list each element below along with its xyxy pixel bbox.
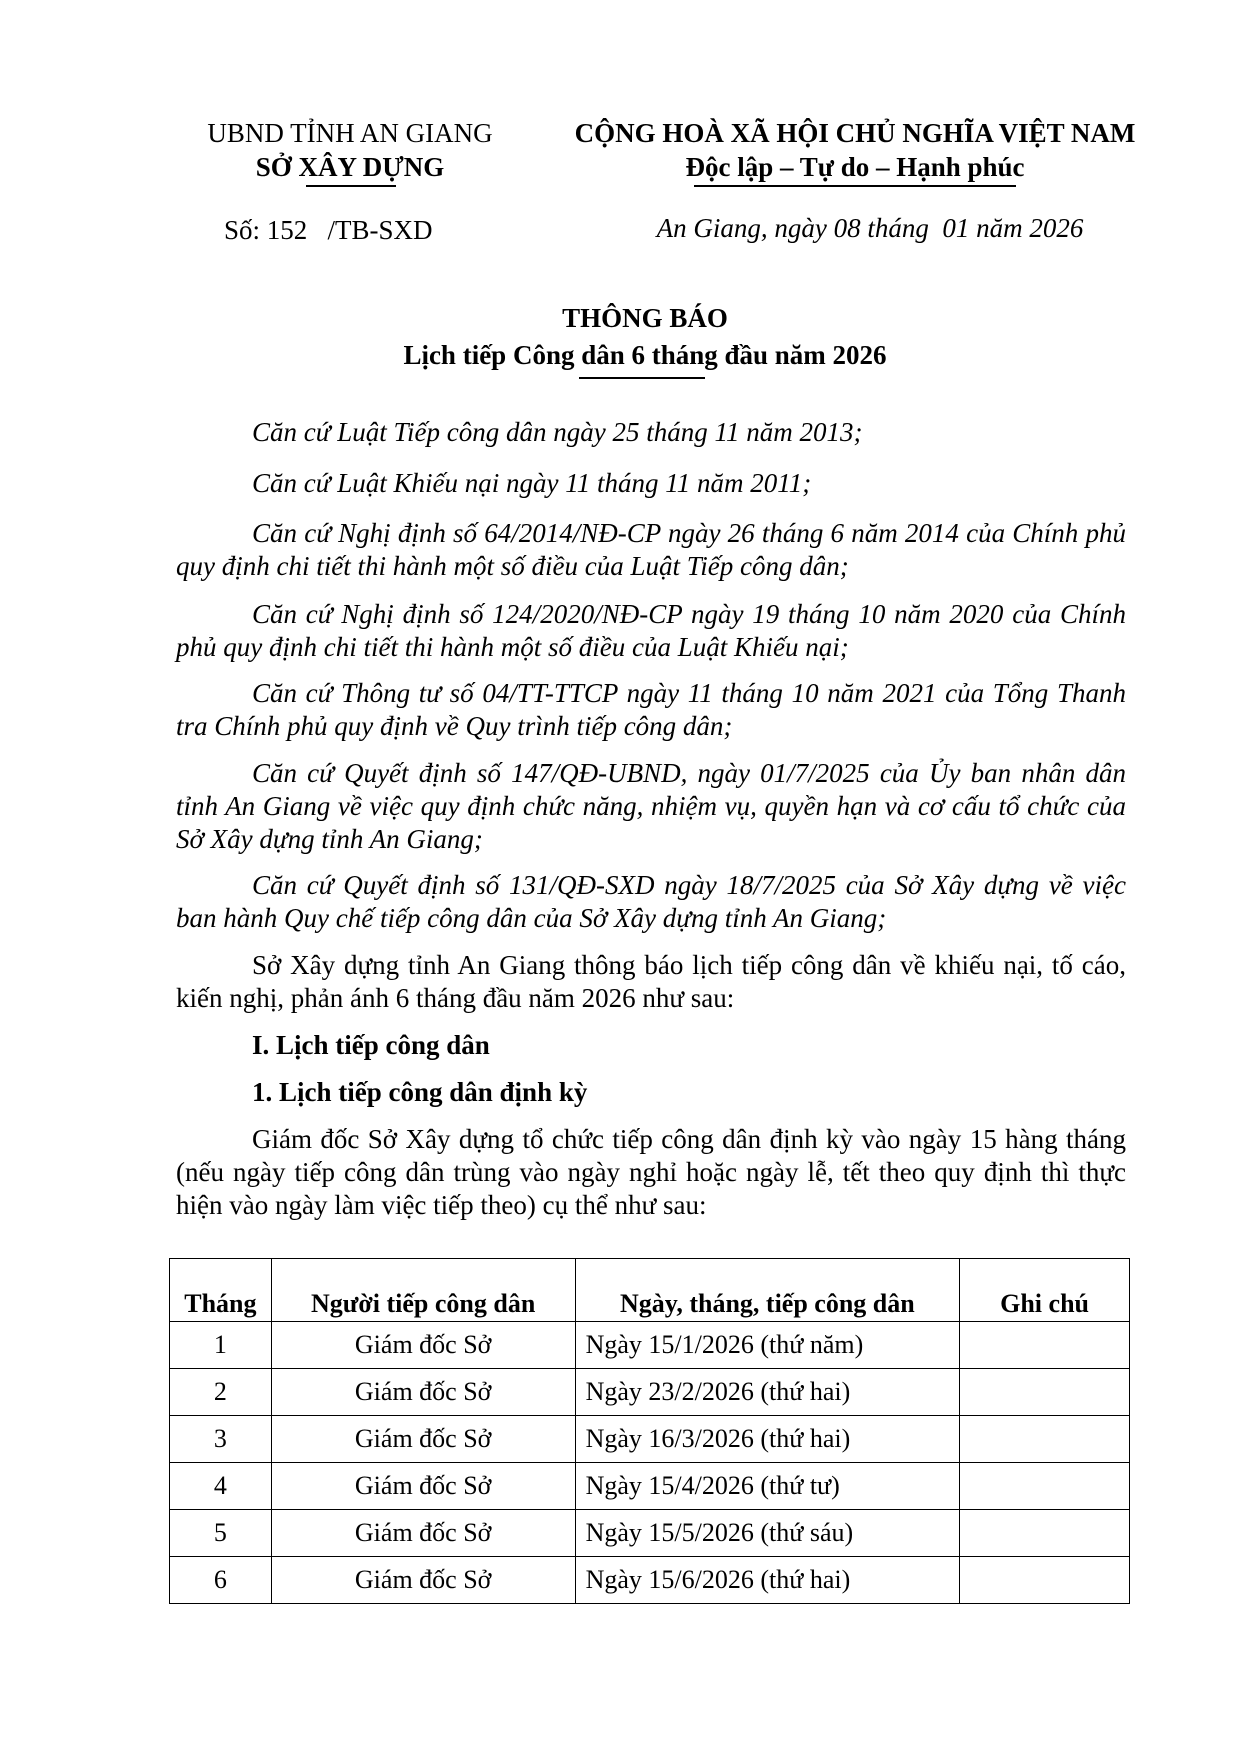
cell-month: 3 [170, 1416, 272, 1463]
legal-basis: Căn cứ Quyết định số 147/QĐ-UBND, ngày 01/7/2025 của Ủy ban nhân dân tỉnh An Giang về việc quy định chức năng, nhiệm vụ, quyền hạn và cơ cấu tổ chức của Sở Xây dựng tỉnh An Giang; [176, 758, 1126, 854]
cell-person: Giám đốc Sở [271, 1369, 575, 1416]
national-motto-block [565, 116, 1145, 184]
issuer-authority: UBND TỈNH AN GIANG [207, 118, 493, 148]
cell-date: Ngày 15/5/2026 (thứ sáu) [575, 1510, 960, 1557]
subsection-heading: 1. Lịch tiếp công dân định kỳ [252, 1077, 588, 1107]
cell-person: Giám đốc Sở [271, 1463, 575, 1510]
cell-month: 1 [170, 1322, 272, 1369]
column-header-date: Ngày, tháng, tiếp công dân [575, 1259, 960, 1322]
cell-person: Giám đốc Sở [271, 1510, 575, 1557]
cell-date: Ngày 15/6/2026 (thứ hai) [575, 1557, 960, 1604]
cell-note [960, 1510, 1130, 1557]
table-row [170, 1322, 1130, 1369]
cell-person: Giám đốc Sở [271, 1416, 575, 1463]
legal-basis: Căn cứ Luật Tiếp công dân ngày 25 tháng 11 năm 2013; [252, 417, 863, 447]
national-motto: Độc lập – Tự do – Hạnh phúc [685, 152, 1025, 182]
table-row [170, 1463, 1130, 1510]
cell-note [960, 1369, 1130, 1416]
cell-note [960, 1463, 1130, 1510]
title-underline [579, 377, 705, 379]
cell-month: 2 [170, 1369, 272, 1416]
cell-date: Ngày 16/3/2026 (thứ hai) [575, 1416, 960, 1463]
table-row [170, 1557, 1130, 1604]
column-header-note: Ghi chú [960, 1259, 1130, 1322]
section-heading: I. Lịch tiếp công dân [252, 1030, 490, 1060]
column-header-person: Người tiếp công dân [271, 1259, 575, 1322]
issuer-department: SỞ XÂY DỰNG [255, 152, 445, 182]
table-row [170, 1369, 1130, 1416]
cell-date: Ngày 15/4/2026 (thứ tư) [575, 1463, 960, 1510]
cell-person: Giám đốc Sở [271, 1322, 575, 1369]
legal-basis: Căn cứ Luật Khiếu nại ngày 11 tháng 11 năm 2011; [252, 468, 812, 498]
cell-note [960, 1322, 1130, 1369]
legal-basis: Căn cứ Quyết định số 131/QĐ-SXD ngày 18/7/2025 của Sở Xây dựng về việc ban hành Quy chế tiếp công dân của Sở Xây dựng tỉnh An Giang; [176, 870, 1126, 933]
cell-month: 5 [170, 1510, 272, 1557]
cell-month: 4 [170, 1463, 272, 1510]
document-subtitle: Lịch tiếp Công dân 6 tháng đầu năm 2026 [403, 340, 887, 370]
cell-person: Giám đốc Sở [271, 1557, 575, 1604]
legal-basis: Căn cứ Nghị định số 124/2020/NĐ-CP ngày 19 tháng 10 năm 2020 của Chính phủ quy định chi tiết thi hành một số điều của Luật Khiếu nại; [176, 599, 1126, 662]
document-title: THÔNG BÁO [562, 303, 728, 333]
cell-date: Ngày 15/1/2026 (thứ năm) [575, 1322, 960, 1369]
issuer-underline [306, 185, 396, 187]
cell-month: 6 [170, 1557, 272, 1604]
intro-paragraph: Sở Xây dựng tỉnh An Giang thông báo lịch tiếp công dân về khiếu nại, tố cáo, kiến nghị, phản ánh 6 tháng đầu năm 2026 như sau: [176, 950, 1126, 1013]
schedule-description: Giám đốc Sở Xây dựng tổ chức tiếp công dân định kỳ vào ngày 15 hàng tháng (nếu ngày tiếp công dân trùng vào ngày nghỉ hoặc ngày lễ, tết theo quy định thì thực hiện vào ngày làm việc tiếp theo) cụ thể như sau: [176, 1124, 1126, 1220]
table-row [170, 1416, 1130, 1463]
schedule-table [169, 1258, 1130, 1604]
legal-basis: Căn cứ Nghị định số 64/2014/NĐ-CP ngày 26 tháng 6 năm 2014 của Chính phủ quy định chi tiết thi hành một số điều của Luật Tiếp công dân; [176, 518, 1126, 581]
column-header-month: Tháng [170, 1259, 272, 1322]
national-title: CỘNG HOÀ XÃ HỘI CHỦ NGHĨA VIỆT NAM [574, 118, 1136, 148]
cell-date: Ngày 23/2/2026 (thứ hai) [575, 1369, 960, 1416]
table-row [170, 1510, 1130, 1557]
cell-note [960, 1416, 1130, 1463]
cell-note [960, 1557, 1130, 1604]
legal-basis: Căn cứ Thông tư số 04/TT-TTCP ngày 11 tháng 10 năm 2021 của Tổng Thanh tra Chính phủ quy định về Quy trình tiếp công dân; [176, 678, 1126, 741]
document-date: An Giang, ngày 08 tháng 01 năm 2026 [656, 213, 1084, 243]
document-number: Số: 152 /TB-SXD [224, 215, 433, 245]
table-header-row [170, 1259, 1130, 1322]
issuer-block [150, 116, 550, 184]
motto-underline [694, 185, 1016, 187]
